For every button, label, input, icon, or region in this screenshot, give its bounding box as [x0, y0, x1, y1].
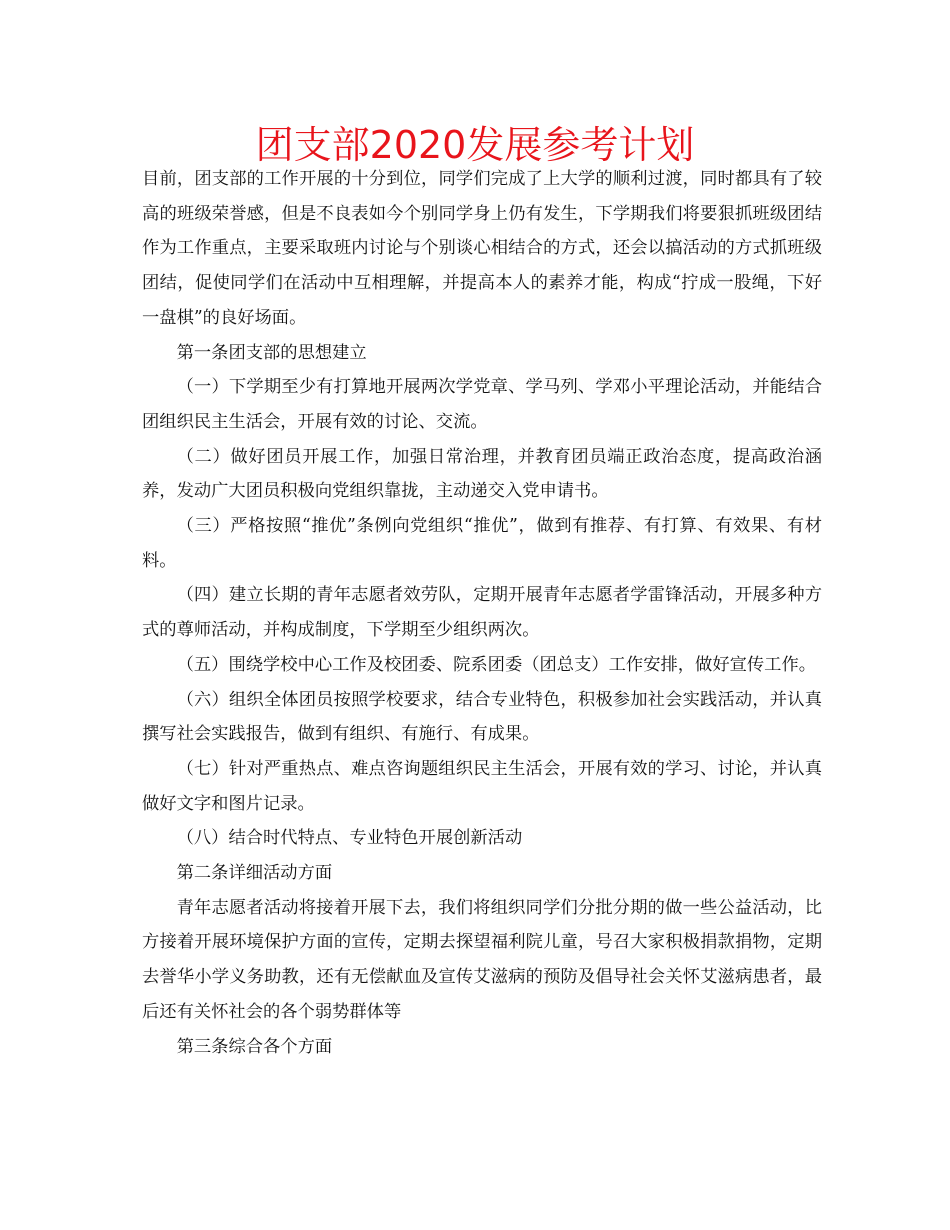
paragraph-item-3: （三）严格按照“推优”条例向党组织“推优”，做到有推荐、有打算、有效果、有材料。 [142, 516, 822, 571]
paragraph-intro: 目前，团支部的工作开展的十分到位，同学们完成了上大学的顺利过渡，同时都具有了较高的班级荣誉感，但是不良表如今个别同学身上仍有发生，下学期我们将要狠抓班级团结作为工作重点，主要采取班内讨论与个别谈心相结合的方式，还会以搞活动的方式抓班级团结，促使同学们在活动中互相理解，并提高本人的素养才能，构成“拧成一股绳，下好一盘棋”的良好场面。 [142, 169, 822, 328]
paragraph-activities: 青年志愿者活动将接着开展下去，我们将组织同学们分批分期的做一些公益活动，比方接着开展环境保护方面的宣传，定期去探望福利院儿童，号召大家积极捐款捐物，定期去誉华小学义务助教，还有无偿献血及宣传艾滋病的预防及倡导社会关怀艾滋病患者，最后还有关怀社会的各个弱势群体等 [142, 897, 822, 1022]
document-title: 团支部2020发展参考计划 [255, 123, 695, 167]
paragraph-item-2: （二）做好团员开展工作，加强日常治理，并教育团员端正政治态度，提高政治涵养，发动广大团员积极向党组织靠拢，主动递交入党申请书。 [142, 446, 822, 502]
paragraph-item-7: （七）针对严重热点、难点咨询题组织民主生活会，开展有效的学习、讨论，并认真做好文字和图片记录。 [142, 758, 822, 814]
section-heading-3: 第三条综合各个方面 [176, 1036, 333, 1057]
paragraph-item-4: （四）建立长期的青年志愿者效劳队，定期开展青年志愿者学雷锋活动，开展多种方式的尊师活动，并构成制度，下学期至少组织两次。 [142, 585, 822, 641]
section-heading-1: 第一条团支部的思想建立 [176, 342, 367, 363]
paragraph-item-5: （五）围绕学校中心工作及校团委、院系团委（团总支）工作安排，做好宣传工作。 [176, 654, 817, 675]
document-body [142, 162, 822, 1064]
section-heading-2: 第二条详细活动方面 [176, 863, 333, 884]
paragraph-item-6: （六）组织全体团员按照学校要求，结合专业特色，积极参加社会实践活动，并认真撰写社会实践报告，做到有组织、有施行、有成果。 [142, 689, 822, 745]
paragraph-item-1: （一）下学期至少有打算地开展两次学党章、学马列、学邓小平理论活动，并能结合团组织民主生活会，开展有效的讨论、交流。 [142, 377, 822, 432]
paragraph-item-8: （八）结合时代特点、专业特色开展创新活动 [176, 828, 523, 849]
